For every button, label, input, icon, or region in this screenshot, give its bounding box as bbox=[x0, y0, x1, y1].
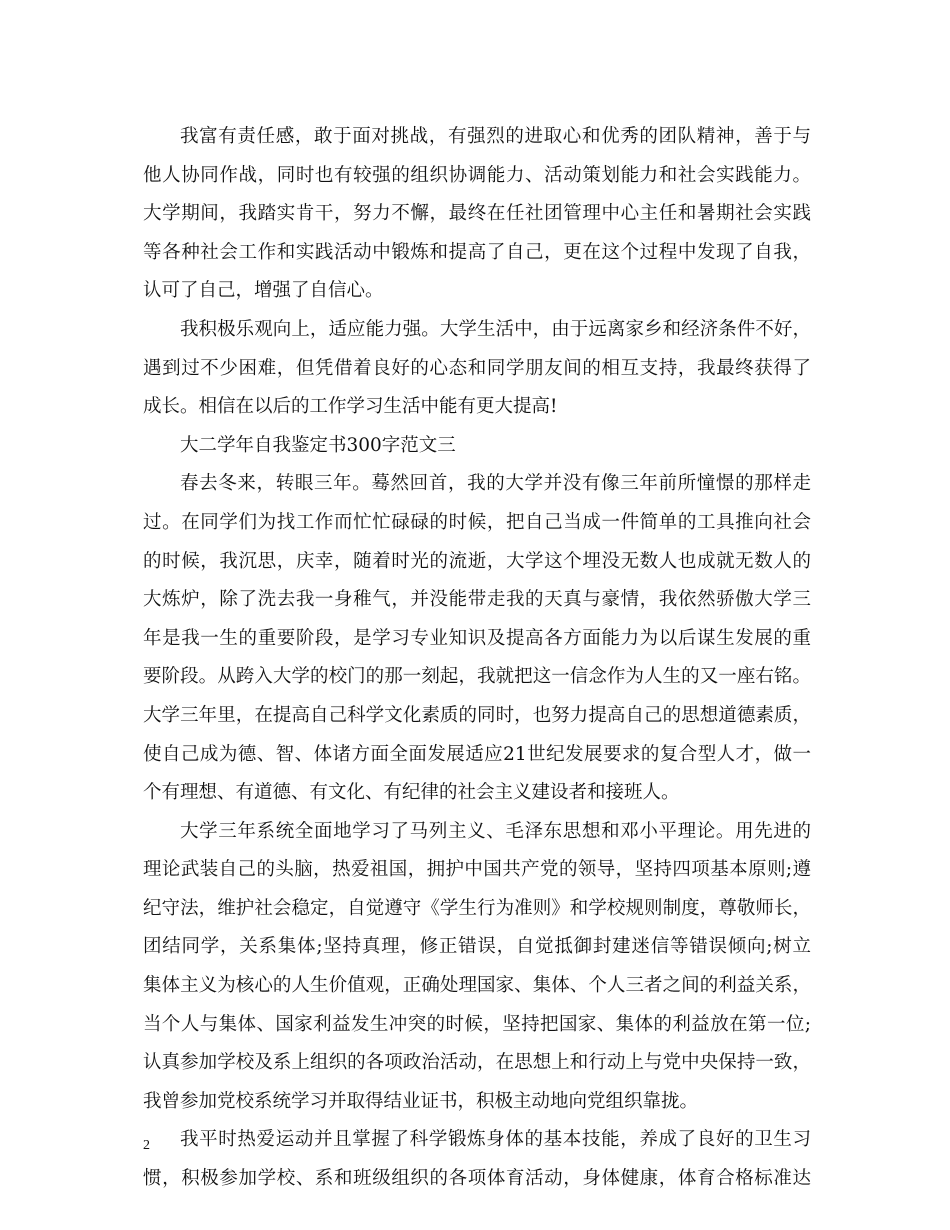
text-line: 他人协同作战，同时也有较强的组织协调能力、活动策划能力和社会实践能力。 bbox=[143, 164, 811, 186]
text-line: 纪守法，维护社会稳定，自觉遵守《学生行为准则》和学校规则制度，尊敬师长， bbox=[143, 897, 811, 919]
text-line: 春去冬来，转眼三年。蓦然回首，我的大学并没有像三年前所憧憬的那样走 bbox=[180, 473, 811, 495]
text-line: 我平时热爱运动并且掌握了科学锻炼身体的基本技能，养成了良好的卫生习 bbox=[180, 1129, 811, 1151]
text-line: 要阶段。从跨入大学的校门的那一刻起，我就把这一信念作为人生的又一座右铭。 bbox=[143, 666, 811, 688]
text-line: 我曾参加党校系统学习并取得结业证书，积极主动地向党组织靠拢。 bbox=[143, 1090, 699, 1112]
text-line: 等各种社会工作和实践活动中锻炼和提高了自己，更在这个过程中发现了自我， bbox=[143, 241, 811, 263]
text-line: 集体主义为核心的人生价值观，正确处理国家、集体、个人三者之间的利益关系， bbox=[143, 975, 811, 997]
text-line: 大学期间，我踏实肯干，努力不懈，最终在任社团管理中心主任和暑期社会实践 bbox=[143, 203, 811, 225]
text-line: 我积极乐观向上，适应能力强。大学生活中，由于远离家乡和经济条件不好， bbox=[180, 318, 811, 340]
text-line: 理论武装自己的头脑，热爱祖国，拥护中国共产党的领导，坚持四项基本原则;遵 bbox=[143, 859, 811, 881]
text-line: 大学三年里，在提高自己科学文化素质的同时，也努力提高自己的思想道德素质， bbox=[143, 704, 811, 726]
text-line: 大炼炉，除了洗去我一身稚气，并没能带走我的天真与豪情，我依然骄傲大学三 bbox=[143, 589, 811, 611]
text-line: 当个人与集体、国家利益发生冲突的时候，坚持把国家、集体的利益放在第一位; bbox=[143, 1013, 811, 1035]
page-number: 2 bbox=[143, 1138, 150, 1153]
section-heading: 大二学年自我鉴定书300字范文三 bbox=[180, 434, 456, 456]
text-line: 我富有责任感，敢于面对挑战，有强烈的进取心和优秀的团队精神，善于与 bbox=[180, 126, 811, 147]
text-line: 惯，积极参加学校、系和班级组织的各项体育活动，身体健康，体育合格标准达 bbox=[143, 1168, 811, 1190]
text-line: 使自己成为德、智、体诸方面全面发展适应21世纪发展要求的复合型人才，做一 bbox=[143, 743, 811, 765]
text-line: 团结同学，关系集体;坚持真理，修正错误，自觉抵御封建迷信等错误倾向;树立 bbox=[143, 936, 811, 958]
text-line: 成长。相信在以后的工作学习生活中能有更大提高! bbox=[143, 396, 558, 418]
text-line: 认真参加学校及系上组织的各项政治活动，在思想上和行动上与党中央保持一致， bbox=[143, 1052, 811, 1074]
text-line: 的时候，我沉思，庆幸，随着时光的流逝，大学这个埋没无数人也成就无数人的 bbox=[143, 550, 811, 572]
body-text bbox=[143, 118, 811, 1199]
text-line: 遇到过不少困难，但凭借着良好的心态和同学朋友间的相互支持，我最终获得了 bbox=[143, 357, 811, 379]
text-line: 大学三年系统全面地学习了马列主义、毛泽东思想和邓小平理论。用先进的 bbox=[180, 820, 811, 842]
text-line: 年是我一生的重要阶段，是学习专业知识及提高各方面能力为以后谋生发展的重 bbox=[143, 627, 811, 649]
text-line: 个有理想、有道德、有文化、有纪律的社会主义建设者和接班人。 bbox=[143, 782, 680, 804]
text-line: 认可了自己，增强了自信心。 bbox=[143, 280, 384, 302]
text-line: 过。在同学们为找工作而忙忙碌碌的时候，把自己当成一件简单的工具推向社会 bbox=[143, 511, 811, 533]
